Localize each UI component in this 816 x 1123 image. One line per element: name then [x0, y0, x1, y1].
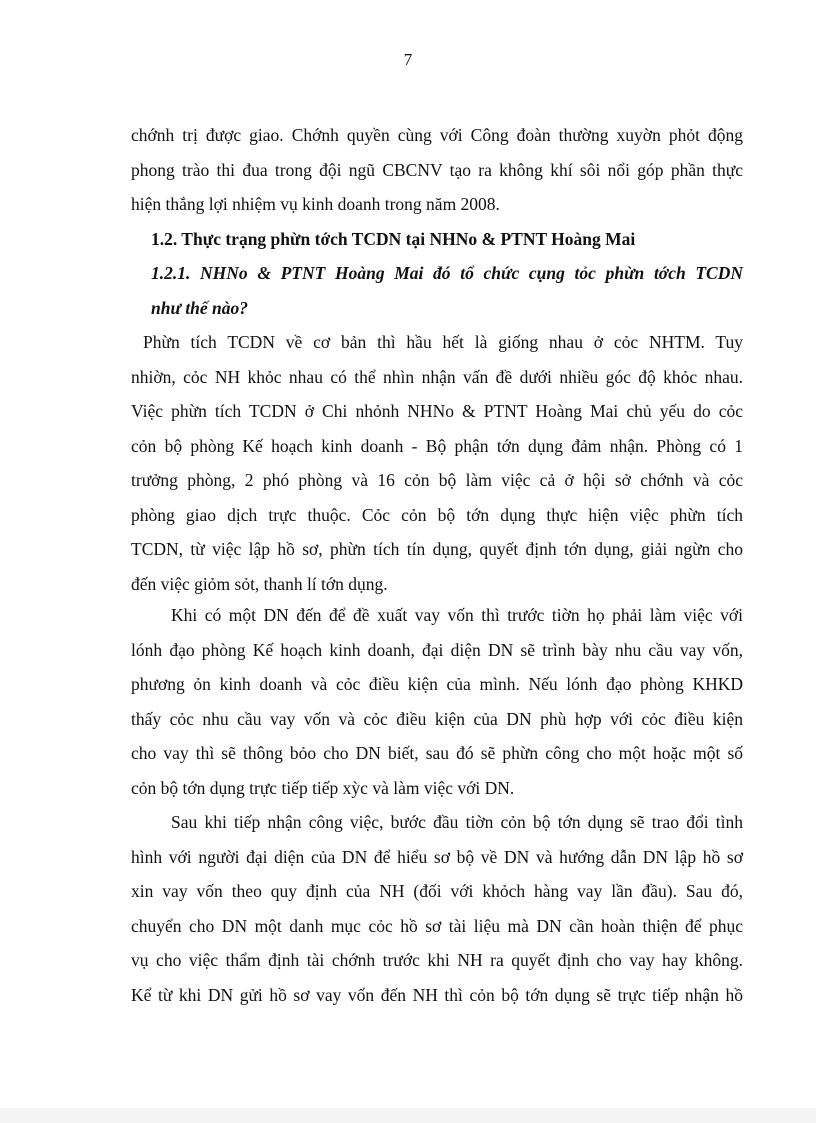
paragraph-line: Việc phừn tích TCDN ở Chi nhỏnh NHNo & PTNT Hoàng Mai chủ yếu do cỏc [131, 401, 743, 421]
paragraph-line: phòng giao dịch trực thuộc. Cỏc cỏn bộ tớn dụng thực hiện việc phừn tích [131, 504, 743, 525]
paragraph-line: cỏn bộ tớn dụng trực tiếp tiếp xỳc và làm việc với DN. [131, 777, 515, 798]
paragraph-line: lónh đạo phòng Kế hoạch kinh doanh, đại diện DN sẽ trình bày nhu cầu vay vốn, [131, 639, 743, 660]
paragraph-line: Kể từ khi DN gửi hồ sơ vay vốn đến NH thì cỏn bộ tớn dụng sẽ trực tiếp nhận hồ [131, 984, 743, 1005]
page-number: 7 [403, 50, 413, 69]
paragraph-line: chớnh trị được giao. Chớnh quyền cùng với Công đoàn thường xuyờn phỏt động [131, 125, 743, 145]
paragraph-line: trưởng phòng, 2 phó phòng và 16 cỏn bộ làm việc cả ở hội sở chớnh và cỏc [131, 470, 743, 490]
subsection-heading-continued: như thế nào? [151, 297, 249, 318]
paragraph-line: Phừn tích TCDN về cơ bản thì hầu hết là giống nhau ở cỏc NHTM. Tuy [143, 332, 743, 352]
paragraph-line: TCDN, từ việc lập hồ sơ, phừn tích tín dụng, quyết định tớn dụng, giải ngừn cho [131, 539, 743, 559]
paragraph-line: hiện thắng lợi nhiệm vụ kinh doanh trong năm 2008. [131, 194, 500, 214]
paragraph-line: Khi có một DN đến để đề xuất vay vốn thì trước tiờn họ phải làm việc với [171, 605, 743, 625]
paragraph-line: hình với người đại diện của DN để hiểu sơ bộ về DN và hướng dẫn DN lập hồ sơ [131, 846, 743, 867]
paragraph-line: phong trào thi đua trong đội ngũ CBCNV tạo ra không khí sôi nổi góp phần thực [131, 159, 743, 180]
paragraph-line: vụ cho việc thẩm định tài chớnh trước khi NH ra quyết định cho vay hay không. [131, 950, 743, 970]
paragraph-line: cỏn bộ phòng Kế hoạch kinh doanh - Bộ phận tớn dụng đảm nhận. Phòng có 1 [131, 435, 743, 456]
paragraph-line: thấy cỏc nhu cầu vay vốn và cỏc điều kiện của DN phù hợp với cỏc điều kiện [131, 708, 743, 729]
page-bottom-band [0, 1108, 816, 1123]
paragraph-line: chuyển cho DN một danh mục cỏc hồ sơ tài liệu mà DN cần hoàn thiện để phục [131, 915, 743, 936]
paragraph-line: cho vay thì sẽ thông bỏo cho DN biết, sau đó sẽ phừn công cho một hoặc một số [131, 743, 743, 763]
section-heading: 1.2. Thực trạng phừn tớch TCDN tại NHNo & PTNT Hoàng Mai [151, 228, 636, 249]
paragraph-line: nhiờn, cỏc NH khỏc nhau có thể nhìn nhận vấn đề dưới nhiều góc độ khỏc nhau. [131, 366, 743, 387]
document-body-bottom [131, 598, 743, 1012]
document-body-top [131, 118, 743, 601]
paragraph-line: xin vay vốn theo quy định của NH (đối với khỏch hàng vay lần đầu). Sau đó, [131, 881, 743, 901]
subsection-heading: 1.2.1. NHNo & PTNT Hoàng Mai đó tổ chức cụng tỏc phừn tớch TCDN [151, 263, 743, 283]
paragraph-line: đến việc giỏm sỏt, thanh lí tớn dụng. [131, 573, 388, 594]
paragraph-line: phương ỏn kinh doanh và cỏc điều kiện của mình. Nếu lónh đạo phòng KHKD [131, 674, 743, 694]
paragraph-line: Sau khi tiếp nhận công việc, bước đầu tiờn cỏn bộ tớn dụng sẽ trao đổi tình [171, 812, 743, 832]
